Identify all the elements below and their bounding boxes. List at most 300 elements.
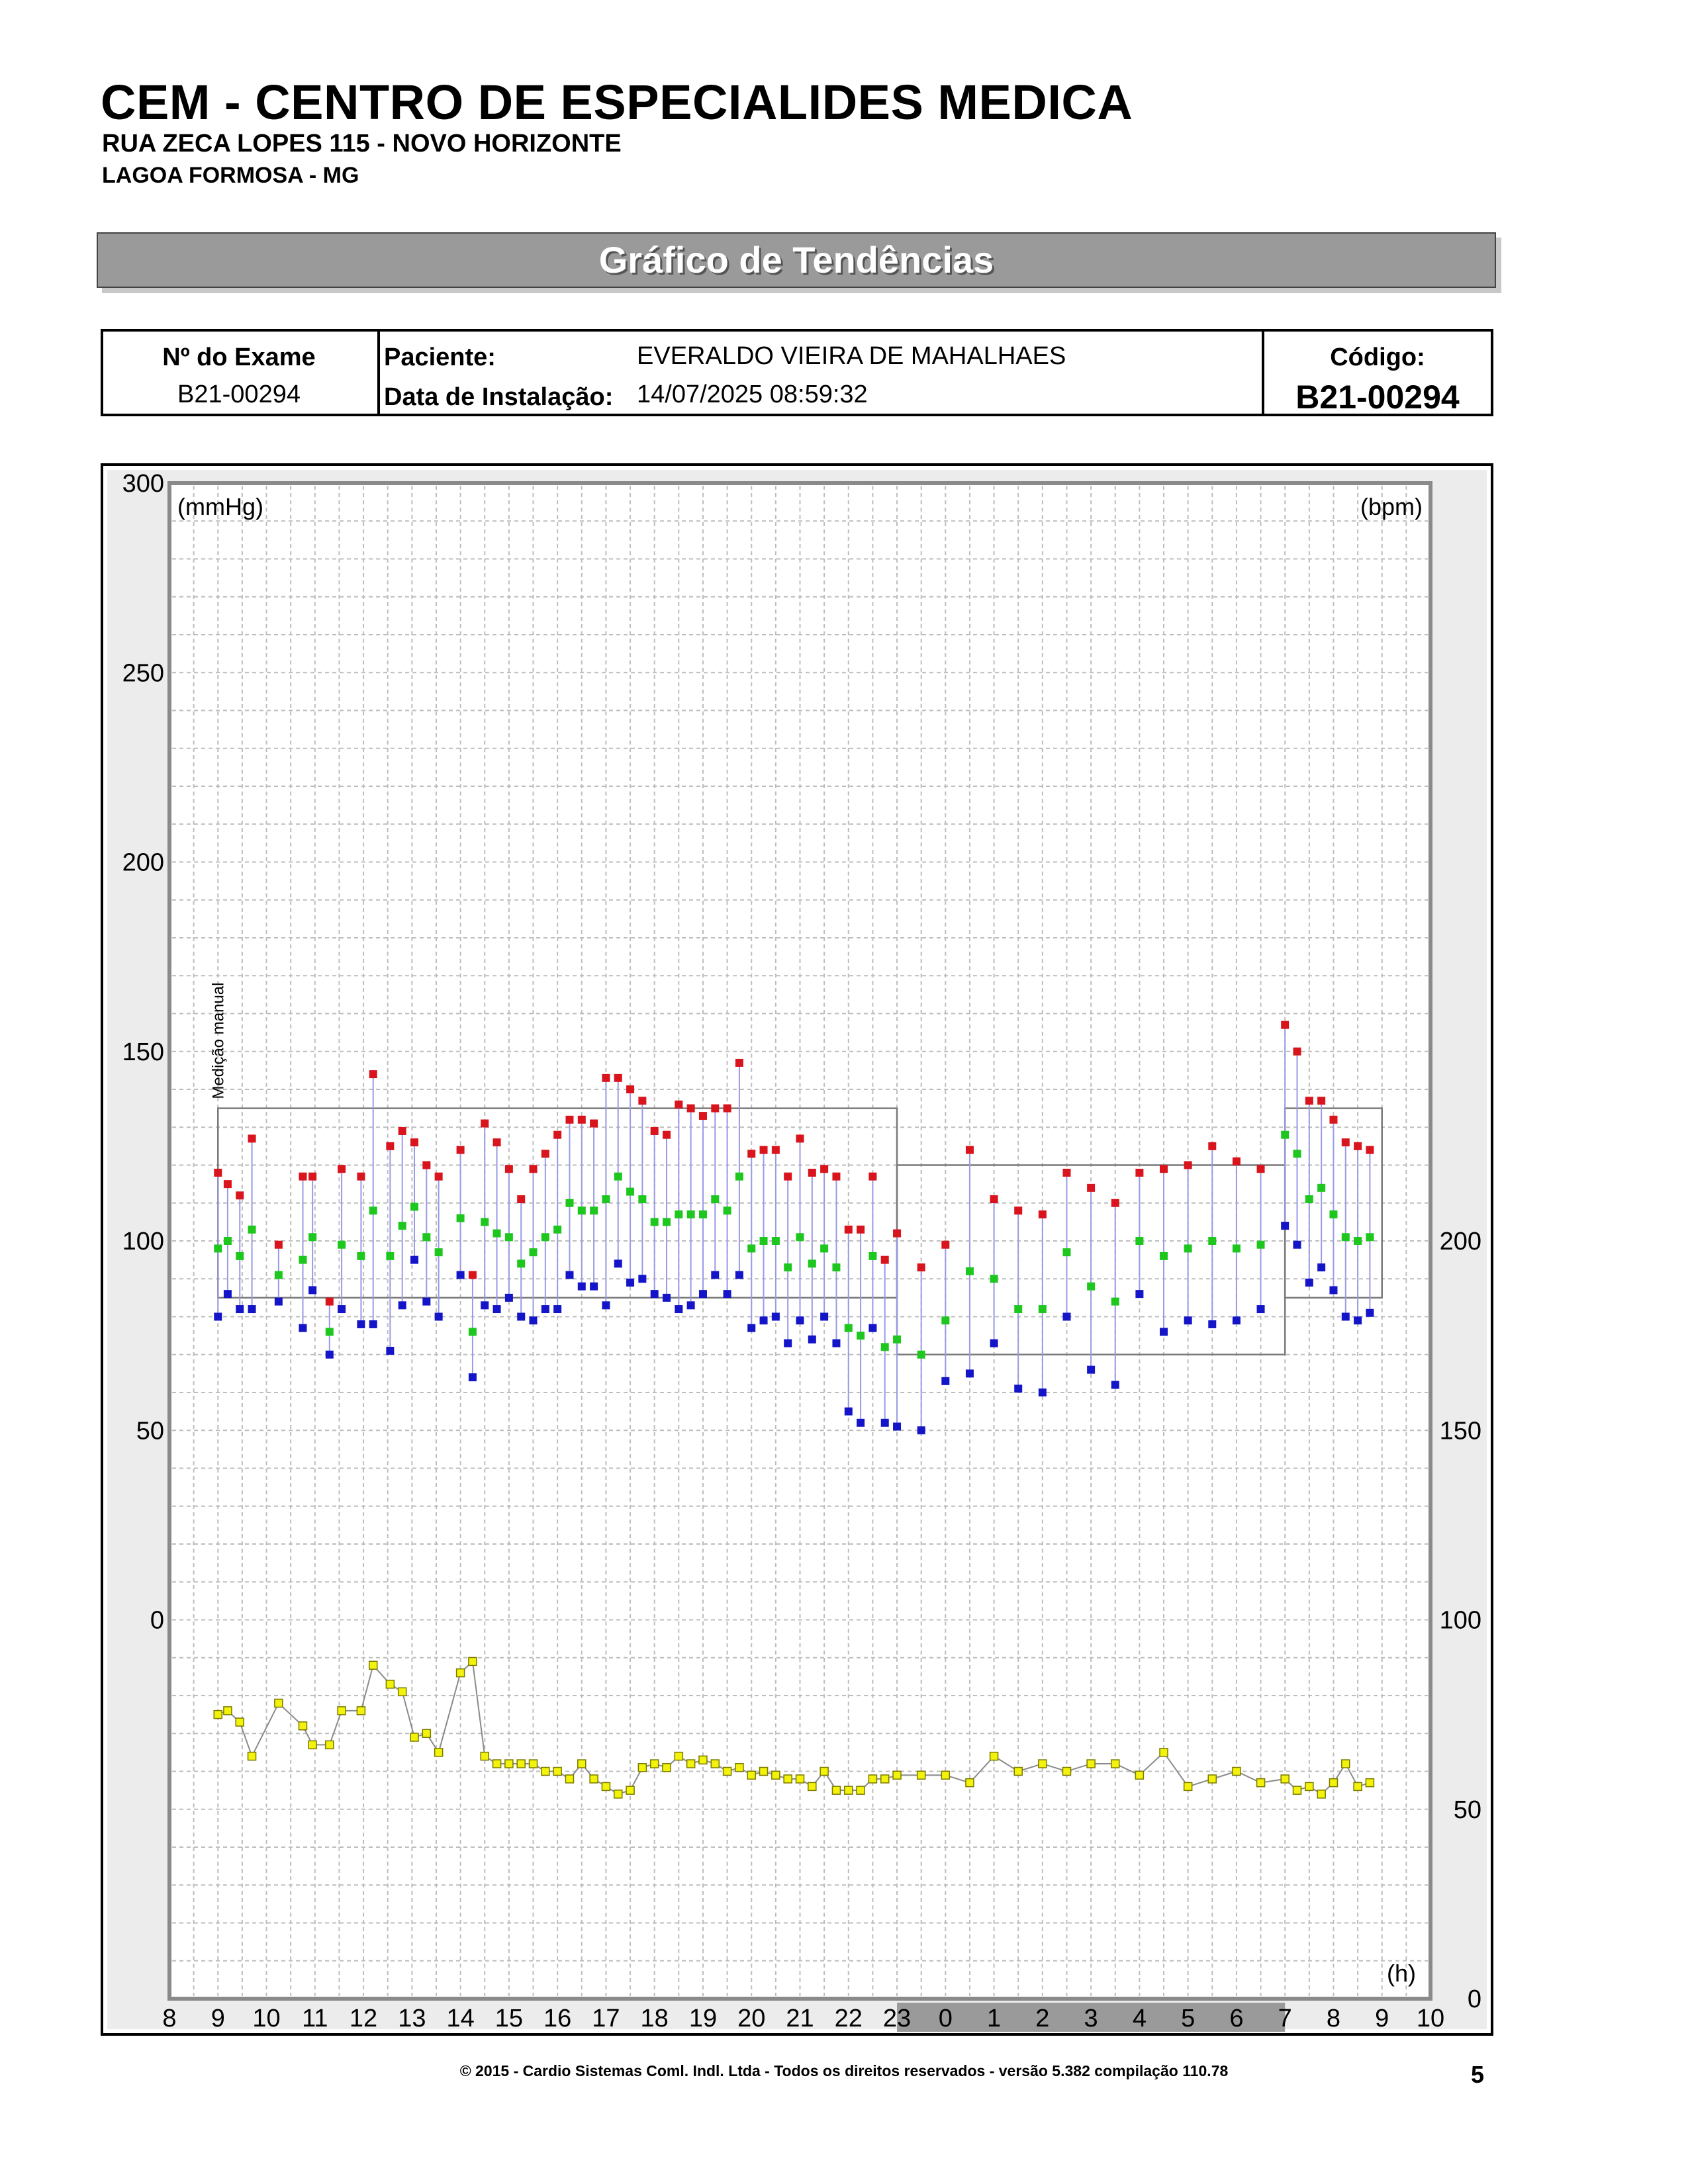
report-title: Gráfico de Tendências <box>598 239 994 281</box>
diastolic-marker <box>422 1298 430 1306</box>
diastolic-marker <box>1281 1222 1289 1230</box>
heart-rate-marker <box>1087 1760 1095 1768</box>
systolic-marker <box>326 1298 334 1306</box>
systolic-marker <box>410 1138 418 1146</box>
diastolic-marker <box>299 1324 306 1332</box>
mean-marker <box>410 1203 418 1210</box>
diastolic-marker <box>236 1305 244 1313</box>
heart-rate-marker <box>711 1760 719 1768</box>
mean-marker <box>1233 1244 1241 1252</box>
systolic-marker <box>1039 1210 1047 1218</box>
systolic-marker <box>1111 1199 1119 1207</box>
mean-marker <box>663 1218 671 1226</box>
heart-rate-marker <box>1354 1782 1362 1790</box>
systolic-marker <box>941 1241 949 1249</box>
mean-marker <box>881 1343 889 1351</box>
mean-marker <box>236 1252 244 1260</box>
diastolic-marker <box>990 1340 998 1347</box>
diastolic-marker <box>1039 1388 1047 1396</box>
systolic-marker <box>675 1101 682 1109</box>
heart-rate-marker <box>735 1764 743 1772</box>
diastolic-marker <box>602 1301 610 1309</box>
diastolic-marker <box>338 1305 346 1313</box>
diastolic-marker <box>820 1313 828 1321</box>
diastolic-marker <box>493 1305 501 1313</box>
heart-rate-marker <box>214 1711 222 1719</box>
systolic-marker <box>990 1195 998 1203</box>
clinic-address-line2: LAGOA FORMOSA - MG <box>102 163 359 188</box>
systolic-marker <box>1281 1021 1289 1029</box>
systolic-marker <box>893 1230 901 1238</box>
mean-marker <box>845 1324 853 1332</box>
diastolic-marker <box>784 1340 792 1347</box>
x-tick-label: 7 <box>1278 2005 1292 2032</box>
left-unit-label: (mmHg) <box>177 493 263 520</box>
patient-name: EVERALDO VIEIRA DE MAHALHAES <box>637 342 1066 370</box>
x-tick-label: 1 <box>987 2005 1002 2032</box>
diastolic-marker <box>1208 1320 1216 1328</box>
systolic-marker <box>481 1120 489 1128</box>
systolic-marker <box>1184 1161 1192 1169</box>
x-tick-label: 13 <box>398 2005 426 2032</box>
diastolic-marker <box>699 1290 707 1298</box>
mean-marker <box>565 1199 573 1207</box>
mean-marker <box>338 1241 346 1249</box>
systolic-marker <box>369 1070 377 1078</box>
heart-rate-marker <box>357 1707 365 1715</box>
mean-marker <box>386 1252 394 1260</box>
heart-rate-marker <box>435 1749 443 1756</box>
mean-marker <box>369 1206 377 1214</box>
systolic-marker <box>747 1150 755 1158</box>
heart-rate-marker <box>1160 1749 1168 1756</box>
mean-marker <box>1293 1150 1301 1158</box>
diastolic-marker <box>626 1279 634 1287</box>
diastolic-marker <box>578 1283 586 1291</box>
heart-rate-marker <box>590 1775 598 1783</box>
heart-rate-marker <box>565 1775 573 1783</box>
systolic-marker <box>1208 1142 1216 1150</box>
systolic-marker <box>663 1131 671 1139</box>
mean-marker <box>578 1206 586 1214</box>
systolic-marker <box>760 1146 768 1154</box>
diastolic-marker <box>1257 1305 1265 1313</box>
mean-marker <box>1111 1298 1119 1306</box>
heart-rate-marker <box>626 1786 634 1794</box>
mean-marker <box>735 1173 743 1181</box>
install-date-label: Data de Instalação: <box>384 383 614 411</box>
heart-rate-marker <box>248 1752 256 1760</box>
diastolic-marker <box>1135 1290 1143 1298</box>
mean-marker <box>214 1244 222 1252</box>
y-left-tick-label: 200 <box>122 848 164 877</box>
heart-rate-marker <box>1281 1775 1289 1783</box>
systolic-marker <box>1135 1169 1143 1177</box>
heart-rate-marker <box>614 1790 622 1798</box>
mean-marker <box>966 1267 974 1275</box>
mean-marker <box>505 1233 513 1241</box>
heart-rate-marker <box>530 1760 538 1768</box>
diastolic-marker <box>1087 1366 1095 1374</box>
systolic-marker <box>868 1173 876 1181</box>
systolic-marker <box>966 1146 974 1154</box>
heart-rate-marker <box>687 1760 695 1768</box>
heart-rate-marker <box>399 1688 406 1696</box>
manual-measurement-label: Medição manual <box>209 982 228 1099</box>
heart-rate-marker <box>917 1771 925 1779</box>
mean-marker <box>1135 1237 1143 1245</box>
mean-marker <box>224 1237 232 1245</box>
mean-marker <box>724 1206 731 1214</box>
systolic-marker <box>638 1097 646 1105</box>
systolic-marker <box>1317 1097 1325 1105</box>
diastolic-marker <box>711 1271 719 1279</box>
mean-marker <box>469 1328 477 1336</box>
mean-marker <box>1087 1283 1095 1291</box>
systolic-marker <box>687 1105 695 1113</box>
heart-rate-marker <box>966 1779 974 1787</box>
systolic-marker <box>724 1105 731 1113</box>
heart-rate-marker <box>675 1752 682 1760</box>
mean-marker <box>530 1248 538 1256</box>
heart-rate-marker <box>796 1775 804 1783</box>
heart-rate-marker <box>1233 1768 1241 1776</box>
systolic-marker <box>1062 1169 1070 1177</box>
diastolic-marker <box>410 1256 418 1264</box>
heart-rate-marker <box>638 1764 646 1772</box>
mean-marker <box>1366 1233 1374 1241</box>
heart-rate-marker <box>308 1741 316 1749</box>
x-tick-label: 17 <box>592 2005 620 2032</box>
diastolic-marker <box>1305 1279 1313 1287</box>
y-left-tick-label: 100 <box>122 1228 164 1255</box>
systolic-marker <box>1233 1158 1241 1165</box>
diastolic-marker <box>1366 1309 1374 1317</box>
mean-marker <box>1342 1233 1350 1241</box>
mean-marker <box>1039 1305 1047 1313</box>
heart-rate-marker <box>1293 1786 1301 1794</box>
exam-info-table <box>101 329 1493 416</box>
mean-marker <box>1257 1241 1265 1249</box>
heart-rate-marker <box>820 1768 828 1776</box>
diastolic-marker <box>553 1305 561 1313</box>
diastolic-marker <box>469 1373 477 1381</box>
systolic-marker <box>357 1173 365 1181</box>
heart-rate-marker <box>941 1771 949 1779</box>
mean-marker <box>357 1252 365 1260</box>
trend-chart <box>103 466 1491 2033</box>
diastolic-marker <box>357 1320 365 1328</box>
x-tick-label: 16 <box>543 2005 572 2032</box>
y-left-tick-label: 250 <box>122 659 164 688</box>
mean-marker <box>941 1316 949 1324</box>
systolic-marker <box>493 1138 501 1146</box>
diastolic-marker <box>517 1313 525 1321</box>
systolic-marker <box>820 1165 828 1173</box>
diastolic-marker <box>308 1286 316 1294</box>
heart-rate-marker <box>893 1771 901 1779</box>
x-tick-label: 2 <box>1035 2005 1050 2032</box>
diastolic-marker <box>832 1340 840 1347</box>
copyright-footer: © 2015 - Cardio Sistemas Coml. Indl. Ltda - Todos os direitos reservados - versão 5.382 compilação 110.78 <box>459 2062 1229 2079</box>
x-tick-label: 15 <box>494 2005 524 2032</box>
mean-marker <box>248 1226 256 1234</box>
systolic-marker <box>796 1134 804 1142</box>
diastolic-marker <box>530 1316 538 1324</box>
y-left-tick-label: 150 <box>122 1038 164 1066</box>
heart-rate-marker <box>505 1760 513 1768</box>
systolic-marker <box>578 1116 586 1124</box>
heart-rate-marker <box>808 1782 816 1790</box>
y-right-tick-label: 150 <box>1439 1417 1481 1445</box>
systolic-marker <box>614 1074 622 1082</box>
mean-marker <box>675 1210 682 1218</box>
systolic-marker <box>832 1173 840 1181</box>
systolic-marker <box>1014 1206 1022 1214</box>
diastolic-marker <box>1233 1316 1241 1324</box>
systolic-marker <box>530 1165 538 1173</box>
diastolic-marker <box>760 1316 768 1324</box>
mean-marker <box>517 1259 525 1267</box>
mean-marker <box>747 1244 755 1252</box>
page-number: 5 <box>1471 2061 1485 2088</box>
y-right-tick-label: 200 <box>1439 1228 1481 1255</box>
mean-marker <box>917 1351 925 1359</box>
systolic-marker <box>1087 1184 1095 1192</box>
diastolic-marker <box>1184 1316 1192 1324</box>
y-left-tick-label: 0 <box>150 1606 164 1635</box>
x-tick-label: 8 <box>162 2005 177 2032</box>
diastolic-marker <box>687 1301 695 1309</box>
mean-marker <box>299 1256 306 1264</box>
mean-marker <box>590 1206 598 1214</box>
clinic-address-line1: RUA ZECA LOPES 115 - NOVO HORIZONTE <box>102 130 622 158</box>
mean-marker <box>796 1233 804 1241</box>
systolic-marker <box>275 1241 283 1249</box>
mean-marker <box>760 1237 768 1245</box>
diastolic-marker <box>481 1301 489 1309</box>
x-tick-label: 23 <box>882 2005 912 2032</box>
heart-rate-marker <box>422 1729 430 1737</box>
heart-rate-marker <box>578 1760 586 1768</box>
x-tick-label: 21 <box>786 2005 814 2032</box>
mean-marker <box>541 1233 549 1241</box>
systolic-marker <box>881 1256 889 1264</box>
heart-rate-marker <box>1317 1790 1325 1798</box>
diastolic-marker <box>735 1271 743 1279</box>
heart-rate-marker <box>651 1760 659 1768</box>
mean-marker <box>687 1210 695 1218</box>
mean-marker <box>1062 1248 1070 1256</box>
systolic-marker <box>214 1169 222 1177</box>
systolic-marker <box>711 1105 719 1113</box>
mean-marker <box>808 1259 816 1267</box>
heart-rate-marker <box>469 1657 477 1665</box>
mean-marker <box>868 1252 876 1260</box>
mean-marker <box>699 1210 707 1218</box>
x-tick-label: 0 <box>938 2005 953 2032</box>
diastolic-marker <box>435 1313 443 1321</box>
diastolic-marker <box>1329 1286 1337 1294</box>
diastolic-marker <box>224 1290 232 1298</box>
heart-rate-marker <box>224 1707 232 1715</box>
x-tick-label: 3 <box>1084 2005 1098 2032</box>
diastolic-marker <box>248 1305 256 1313</box>
mean-marker <box>481 1218 489 1226</box>
heart-rate-marker <box>1342 1760 1350 1768</box>
systolic-marker <box>565 1116 573 1124</box>
heart-rate-marker <box>663 1764 671 1772</box>
systolic-marker <box>422 1161 430 1169</box>
right-unit-label: (bpm) <box>1360 493 1423 520</box>
diastolic-marker <box>857 1419 865 1427</box>
systolic-marker <box>808 1169 816 1177</box>
mean-marker <box>1281 1131 1289 1139</box>
mean-marker <box>457 1214 465 1222</box>
systolic-marker <box>435 1173 443 1181</box>
diastolic-marker <box>941 1377 949 1385</box>
x-tick-label: 6 <box>1229 2005 1244 2032</box>
heart-rate-marker <box>369 1661 377 1669</box>
diastolic-marker <box>893 1423 901 1431</box>
systolic-marker <box>541 1150 549 1158</box>
x-tick-label: 12 <box>349 2005 378 2032</box>
mean-marker <box>602 1195 610 1203</box>
diastolic-marker <box>747 1324 755 1332</box>
patient-cell <box>377 332 1264 414</box>
code-value: B21-00294 <box>1295 379 1460 416</box>
diastolic-marker <box>275 1298 283 1306</box>
diastolic-marker <box>326 1351 334 1359</box>
systolic-marker <box>602 1074 610 1082</box>
systolic-marker <box>1342 1138 1350 1146</box>
mean-marker <box>399 1222 406 1230</box>
systolic-marker <box>1257 1165 1265 1173</box>
x-tick-label: 11 <box>302 2005 328 2032</box>
mean-marker <box>614 1173 622 1181</box>
systolic-marker <box>1329 1116 1337 1124</box>
systolic-marker <box>248 1134 256 1142</box>
diastolic-marker <box>1014 1385 1022 1392</box>
code-cell <box>1264 332 1491 414</box>
systolic-marker <box>784 1173 792 1181</box>
mean-marker <box>784 1263 792 1271</box>
diastolic-marker <box>214 1313 222 1321</box>
mean-marker <box>651 1218 659 1226</box>
heart-rate-marker <box>1135 1771 1143 1779</box>
diastolic-marker <box>369 1320 377 1328</box>
diastolic-marker <box>1062 1313 1070 1321</box>
systolic-marker <box>517 1195 525 1203</box>
x-tick-label: 8 <box>1326 2005 1341 2032</box>
exam-number-cell <box>103 332 380 414</box>
heart-rate-marker <box>1329 1779 1337 1787</box>
mean-marker <box>1329 1210 1337 1218</box>
exam-number-label: Nº do Exame <box>162 343 316 371</box>
systolic-marker <box>772 1146 780 1154</box>
install-date-value: 14/07/2025 08:59:32 <box>637 381 868 408</box>
diastolic-marker <box>399 1301 406 1309</box>
clinic-name: CEM - CENTRO DE ESPECIALIDES MEDICA <box>101 75 1133 130</box>
mean-marker <box>1014 1305 1022 1313</box>
x-tick-label: 9 <box>1375 2005 1389 2032</box>
mean-marker <box>1305 1195 1313 1203</box>
diastolic-marker <box>772 1313 780 1321</box>
diastolic-marker <box>638 1275 646 1283</box>
y-right-tick-label: 0 <box>1467 1985 1481 2013</box>
diastolic-marker <box>675 1305 682 1313</box>
mean-marker <box>493 1230 501 1238</box>
x-tick-label: 22 <box>834 2005 863 2032</box>
code-label: Código: <box>1330 343 1425 371</box>
systolic-marker <box>399 1127 406 1135</box>
x-tick-label: 9 <box>211 2005 225 2032</box>
diastolic-marker <box>565 1271 573 1279</box>
heart-rate-marker <box>541 1768 549 1776</box>
diastolic-marker <box>1342 1313 1350 1321</box>
x-tick-label: 10 <box>252 2005 281 2032</box>
heart-rate-marker <box>760 1768 768 1776</box>
mean-marker <box>422 1233 430 1241</box>
systolic-marker <box>469 1271 477 1279</box>
mean-marker <box>308 1233 316 1241</box>
heart-rate-marker <box>724 1768 731 1776</box>
mean-marker <box>1317 1184 1325 1192</box>
x-tick-label: 4 <box>1132 2005 1147 2032</box>
heart-rate-marker <box>275 1699 283 1707</box>
diastolic-marker <box>845 1408 853 1416</box>
heart-rate-marker <box>857 1786 865 1794</box>
heart-rate-marker <box>845 1786 853 1794</box>
x-tick-label: 10 <box>1416 2005 1445 2032</box>
heart-rate-marker <box>1257 1779 1265 1787</box>
systolic-marker <box>308 1173 316 1181</box>
diastolic-marker <box>590 1283 598 1291</box>
systolic-marker <box>1354 1142 1362 1150</box>
diastolic-marker <box>1160 1328 1168 1336</box>
mean-marker <box>857 1332 865 1340</box>
systolic-marker <box>917 1263 925 1271</box>
diastolic-marker <box>651 1290 659 1298</box>
systolic-marker <box>1293 1048 1301 1056</box>
diastolic-marker <box>614 1259 622 1267</box>
mean-marker <box>711 1195 719 1203</box>
x-tick-label: 14 <box>446 2005 475 2032</box>
diastolic-marker <box>1354 1316 1362 1324</box>
heart-rate-marker <box>481 1752 489 1760</box>
heart-rate-marker <box>747 1771 755 1779</box>
heart-rate-marker <box>1305 1782 1313 1790</box>
trend-chart-frame <box>101 463 1493 2036</box>
x-tick-label: 19 <box>688 2005 718 2032</box>
diastolic-marker <box>457 1271 465 1279</box>
diastolic-marker <box>1111 1381 1119 1389</box>
heart-rate-marker <box>832 1786 840 1794</box>
diastolic-marker <box>796 1316 804 1324</box>
diastolic-marker <box>808 1336 816 1343</box>
heart-rate-marker <box>1014 1768 1022 1776</box>
heart-rate-marker <box>553 1768 561 1776</box>
mean-marker <box>435 1248 443 1256</box>
x-tick-label: 20 <box>737 2005 766 2032</box>
mean-marker <box>553 1226 561 1234</box>
systolic-marker <box>338 1165 346 1173</box>
diastolic-marker <box>505 1294 513 1302</box>
systolic-marker <box>590 1120 598 1128</box>
heart-rate-marker <box>784 1775 792 1783</box>
mean-marker <box>990 1275 998 1283</box>
heart-rate-marker <box>699 1756 707 1764</box>
